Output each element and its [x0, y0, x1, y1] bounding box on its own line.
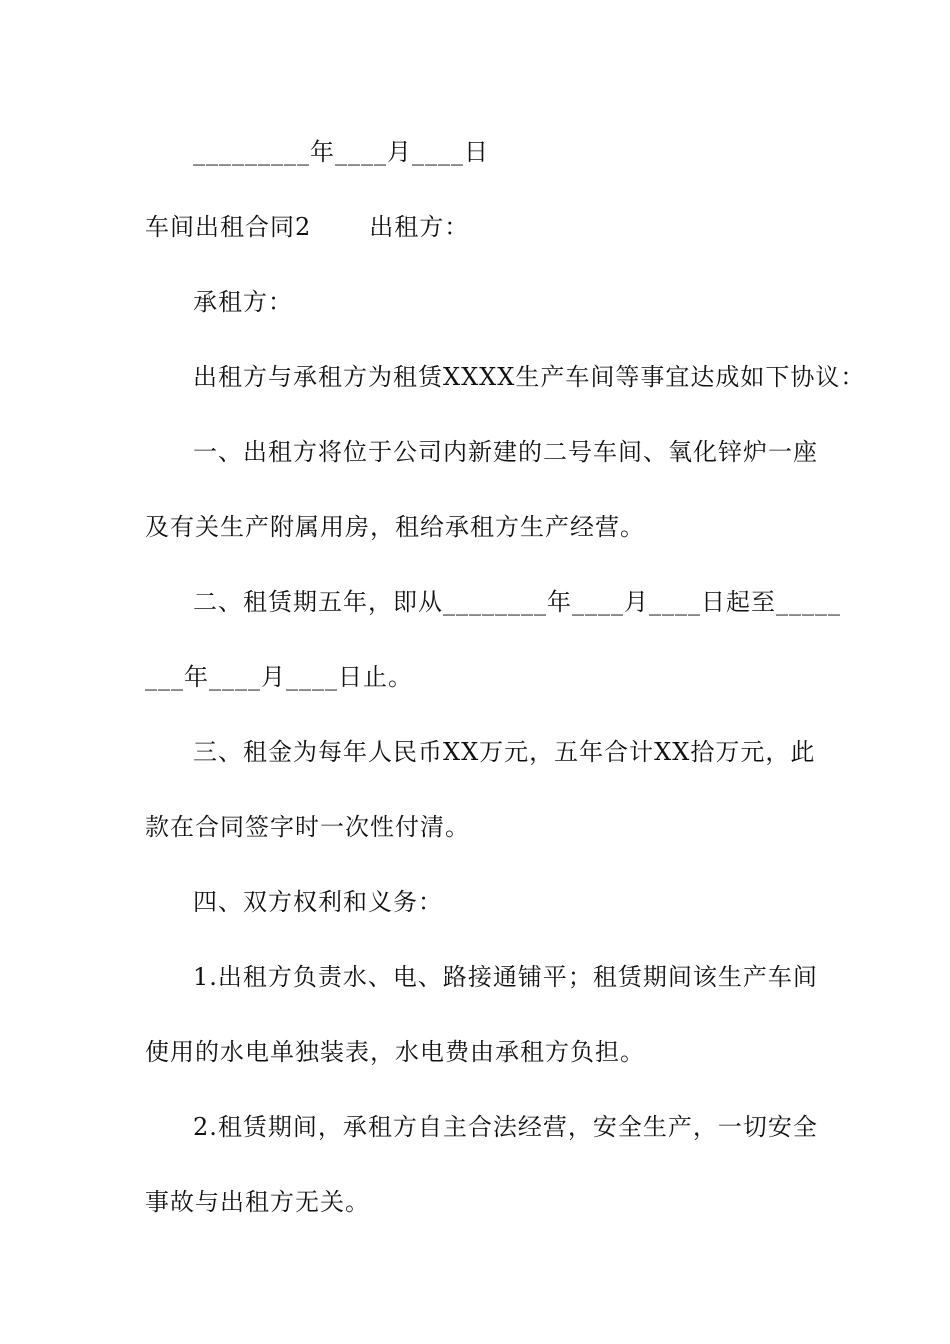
- lessee-label: 承租方：: [193, 288, 293, 316]
- item-2-line-2: 事故与出租方无关。: [145, 1188, 370, 1216]
- date-line: _________年____月____日: [193, 138, 489, 166]
- item-1-line-1: 1.出租方负责水、电、路接通铺平；租赁期间该生产车间: [193, 963, 818, 991]
- clause-2-line-2: ___年____月____日止。: [145, 663, 413, 691]
- item-1-line-2: 使用的水电单独装表，水电费由承租方负担。: [145, 1038, 645, 1066]
- intro-paragraph: 出租方与承租方为租赁XXXX生产车间等事宜达成如下协议：: [193, 363, 866, 391]
- item-2-line-1: 2.租赁期间，承租方自主合法经营，安全生产，一切安全: [193, 1113, 818, 1141]
- lessor-label: 出租方：: [369, 213, 470, 241]
- contract-title: 车间出租合同2: [145, 213, 312, 241]
- clause-2-line-1: 二、租赁期五年，即从________年____月____日起至_____: [193, 588, 841, 616]
- clause-3-line-1: 三、租金为每年人民币XX万元，五年合计XX拾万元，此: [193, 738, 816, 766]
- clause-1-line-1: 一、出租方将位于公司内新建的二号车间、氧化锌炉一座: [193, 438, 818, 466]
- clause-3-line-2: 款在合同签字时一次性付清。: [145, 813, 470, 841]
- clause-4-heading: 四、双方权利和义务：: [193, 888, 443, 916]
- title-line: [145, 212, 810, 242]
- clause-1-line-2: 及有关生产附属用房，租给承租方生产经营。: [145, 513, 645, 541]
